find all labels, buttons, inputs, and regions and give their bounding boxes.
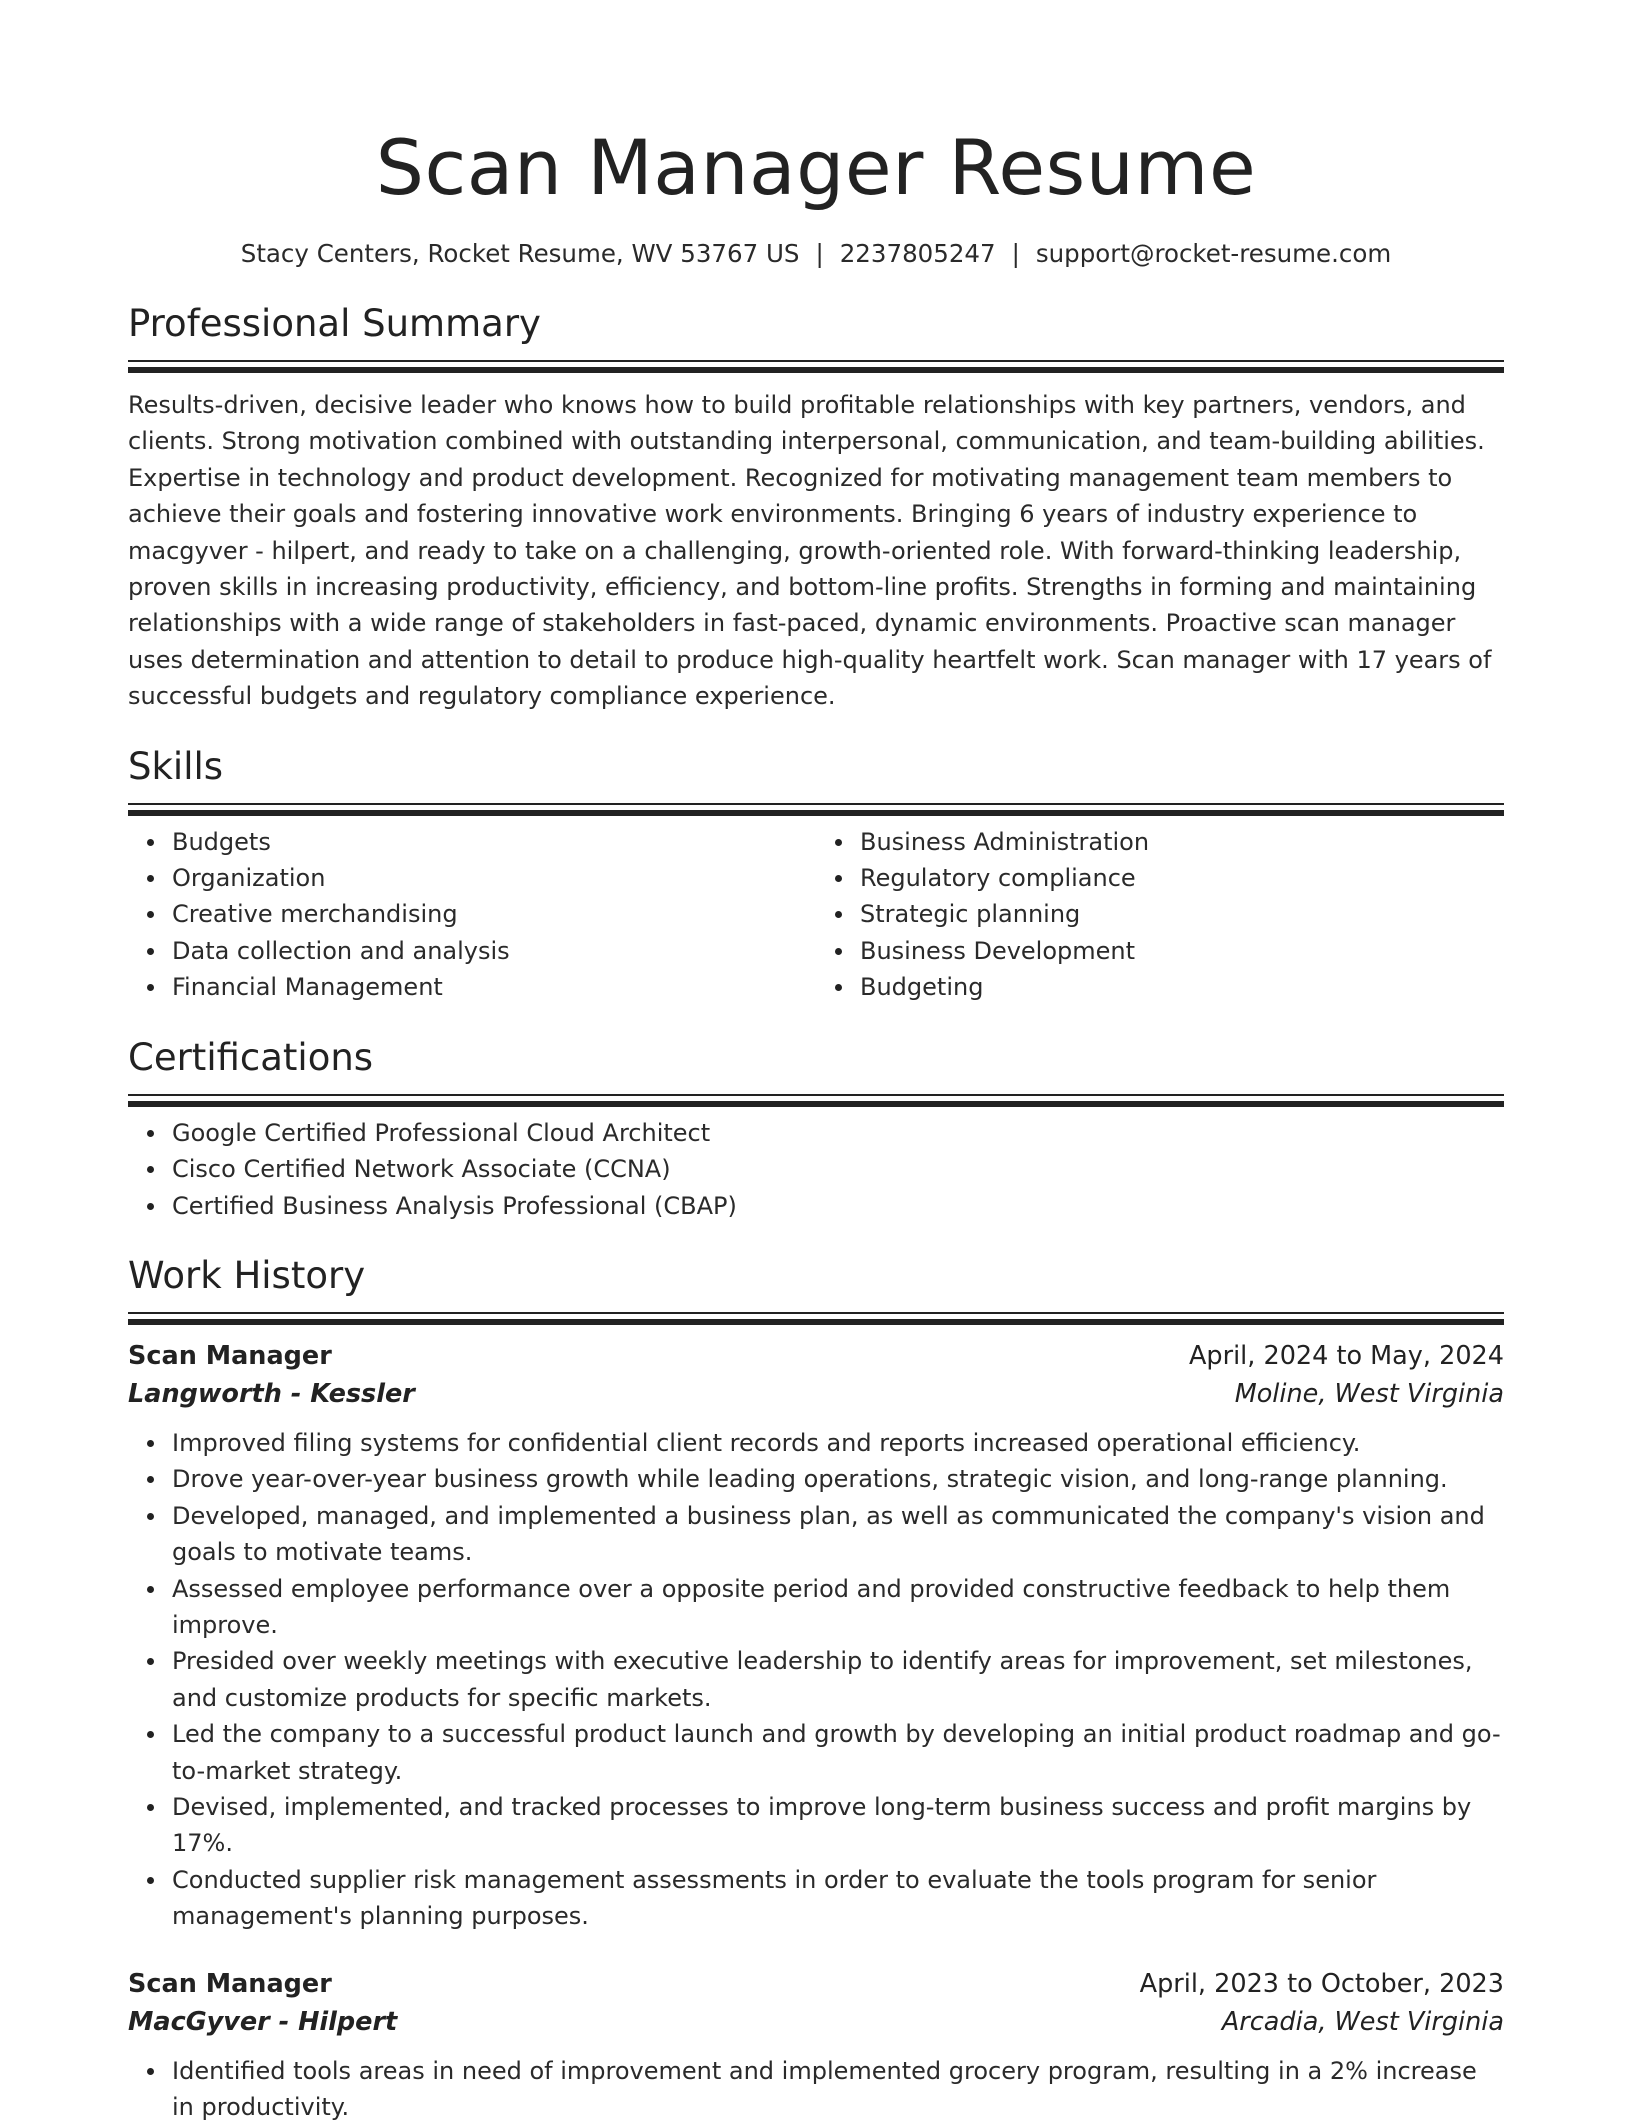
job-header-row [128,1965,1504,2003]
certification-item: Google Certified Professional Cloud Architect [172,1115,1504,1151]
certifications-list [128,1115,1504,1224]
summary-section [128,300,1504,715]
section-divider [128,360,1504,362]
contact-separator: | [815,239,824,268]
job-bullet: Devised, implemented, and tracked processes to improve long-term business success and profit margins by 17%. [172,1789,1504,1862]
job-header-row [128,1337,1504,1375]
job-bullet: Improved filing systems for confidential client records and reports increased operational efficiency. [172,1425,1504,1461]
job-bullet: Developed, managed, and implemented a business plan, as well as communicated the company's vision and goals to motivate teams. [172,1498,1504,1571]
contact-email: support@rocket-resume.com [1035,239,1392,268]
skill-item: Organization [172,860,816,896]
certifications-section [128,1034,1504,1224]
summary-heading: Professional Summary [128,302,541,345]
contact-separator: | [1011,239,1020,268]
job-entry [128,1965,1504,2125]
job-bullets [128,2053,1504,2125]
skill-item: Data collection and analysis [172,933,816,969]
skill-item: Financial Management [172,969,816,1005]
job-company-row [128,1375,1504,1413]
contact-phone: 2237805247 [839,239,996,268]
page-title: Scan Manager Resume [375,123,1257,212]
section-divider [128,1312,1504,1314]
job-dates: April, 2023 to October, 2023 [1139,1968,1504,1999]
job-dates: April, 2024 to May, 2024 [1188,1340,1504,1371]
summary-text: Results-driven, decisive leader who knows how to build profitable relationships with key partners, vendors, and clients. Strong motivation combined with outstanding interpersonal, communication, and team-building abilities. Expertise in technology and product development. Recognized for motivating management team members to achieve their goals and fostering innovative work environments. Bringing 6 years of industry experience to macgyver - hilpert, and ready to take on a challenging, growth-oriented role. With forward-thinking leadership, proven skills in increasing productivity, efficiency, and bottom-line profits. Strengths in forming and maintaining relationships with a wide range of stakeholders in fast-paced, dynamic environments. Proactive scan manager uses determination and attention to detail to produce high-quality heartfelt work. Scan manager with 17 years of successful budgets and regulatory compliance experience. [128,391,1492,711]
skills-heading: Skills [128,744,224,788]
section-divider-thick [128,1319,1504,1325]
job-entry [128,1337,1504,1935]
certification-item: Cisco Certified Network Associate (CCNA) [172,1151,1504,1187]
contact-line [128,236,1504,272]
section-divider [128,1094,1504,1096]
section-divider [128,803,1504,805]
section-divider-thick [128,1101,1504,1107]
skill-item: Business Development [860,933,1504,969]
job-company-row [128,2003,1504,2041]
certifications-heading: Certifications [128,1035,374,1079]
skills-list-right [816,824,1504,1006]
contact-address: Stacy Centers, Rocket Resume, WV 53767 US [240,239,800,268]
certification-item: Certified Business Analysis Professional (CBAP) [172,1188,1504,1224]
section-divider-thick [128,367,1504,373]
job-bullet: Identified tools areas in need of improvement and implemented grocery program, resulting in a 2% increase in productivity. [172,2053,1504,2125]
skill-item: Creative merchandising [172,896,816,932]
skill-item: Regulatory compliance [860,860,1504,896]
section-divider-thick [128,810,1504,816]
job-bullets [128,1425,1504,1935]
skills-grid [128,824,1504,1006]
work-history-heading: Work History [128,1253,366,1297]
job-location: Moline, West Virginia [1234,1378,1504,1409]
job-company: MacGyver - Hilpert [128,2006,398,2037]
skills-list-left [128,824,816,1006]
job-location: Arcadia, West Virginia [1221,2006,1504,2037]
job-bullet: Drove year-over-year business growth while leading operations, strategic vision, and long-range planning. [172,1461,1504,1497]
job-bullet: Presided over weekly meetings with executive leadership to identify areas for improvement, set milestones, and customize products for specific markets. [172,1643,1504,1716]
job-bullet: Led the company to a successful product launch and growth by developing an initial product roadmap and go-to-market strategy. [172,1716,1504,1789]
skill-item: Budgeting [860,969,1504,1005]
skill-item: Budgets [172,824,816,860]
job-bullet: Conducted supplier risk management assessments in order to evaluate the tools program for senior management's planning purposes. [172,1862,1504,1935]
job-bullet: Assessed employee performance over a opposite period and provided constructive feedback to help them improve. [172,1571,1504,1644]
skills-section [128,743,1504,1006]
job-company: Langworth - Kessler [128,1378,415,1409]
job-title: Scan Manager [128,1340,332,1371]
work-history-section [128,1252,1504,2125]
job-title: Scan Manager [128,1968,332,1999]
skill-item: Business Administration [860,824,1504,860]
skill-item: Strategic planning [860,896,1504,932]
